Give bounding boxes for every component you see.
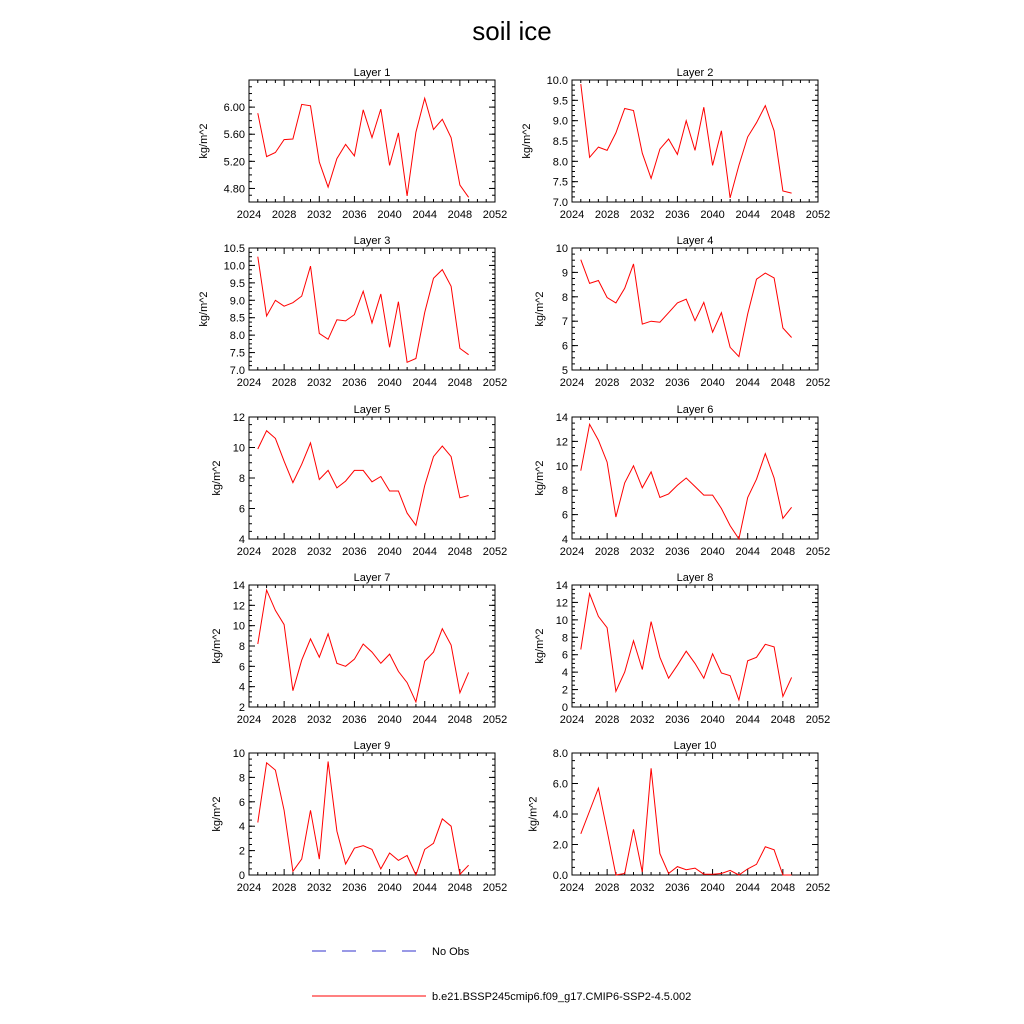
y-tick-label: 5.60 (223, 129, 245, 142)
x-tick-label: 2044 (412, 714, 437, 726)
x-tick-label: 2044 (735, 377, 760, 389)
x-tick-label: 2024 (559, 882, 585, 894)
panel-title: Layer 8 (676, 572, 714, 584)
x-tick-label: 2028 (271, 714, 297, 726)
y-tick-label: 4.80 (223, 183, 245, 196)
panel-layer-8 (534, 572, 830, 726)
x-tick-label: 2032 (307, 209, 332, 221)
y-axis-label: kg/m^2 (534, 628, 546, 664)
panel-title: Layer 2 (676, 67, 714, 79)
x-tick-label: 2024 (236, 377, 262, 389)
x-tick-label: 2044 (735, 882, 760, 894)
x-tick-label: 2036 (342, 546, 367, 558)
y-tick-label: 5 (561, 365, 568, 377)
x-tick-label: 2044 (412, 209, 437, 221)
x-tick-label: 2024 (559, 377, 585, 389)
x-tick-label: 2040 (700, 209, 725, 221)
y-tick-label: 9 (561, 267, 568, 280)
plot-frame (572, 417, 818, 539)
x-tick-label: 2024 (236, 209, 262, 221)
x-tick-label: 2044 (735, 209, 760, 221)
x-tick-label: 2028 (594, 377, 620, 389)
y-tick-label: 8 (561, 485, 568, 498)
x-tick-label: 2036 (342, 882, 367, 894)
y-tick-label: 2.0 (552, 839, 568, 852)
y-tick-label: 2 (238, 845, 245, 858)
y-tick-label: 4 (238, 821, 245, 834)
y-axis-label: kg/m^2 (211, 460, 223, 496)
x-tick-label: 2028 (594, 714, 620, 726)
x-tick-label: 2036 (665, 209, 690, 221)
y-tick-label: 7.0 (229, 365, 245, 377)
x-tick-label: 2032 (630, 882, 655, 894)
x-tick-label: 2052 (482, 209, 508, 221)
panel-title: Layer 1 (353, 67, 391, 79)
x-tick-label: 2024 (559, 209, 585, 221)
y-axis-label: kg/m^2 (198, 123, 210, 159)
x-tick-label: 2028 (271, 546, 297, 558)
y-axis-label: kg/m^2 (211, 796, 223, 832)
x-tick-label: 2032 (630, 546, 655, 558)
y-tick-label: 6 (561, 509, 568, 522)
series-line (258, 431, 469, 526)
plot-frame (572, 248, 818, 370)
panel-layer-5 (211, 404, 507, 558)
x-tick-label: 2032 (630, 209, 655, 221)
y-tick-label: 4 (238, 534, 245, 546)
series-line (581, 424, 792, 539)
x-tick-label: 2040 (377, 882, 402, 894)
y-tick-label: 10.0 (223, 260, 245, 273)
series-line (258, 98, 469, 197)
y-tick-label: 14 (555, 412, 568, 424)
y-tick-label: 9.0 (229, 295, 245, 308)
panel-layer-6 (534, 404, 830, 558)
x-tick-label: 2044 (412, 882, 437, 894)
x-tick-label: 2040 (377, 377, 402, 389)
y-tick-label: 10 (232, 442, 245, 455)
y-tick-label: 12 (555, 597, 568, 610)
plot-frame (249, 248, 495, 370)
panel-title: Layer 3 (353, 235, 391, 247)
y-tick-label: 14 (232, 580, 245, 592)
y-tick-label: 8 (238, 641, 245, 653)
y-tick-label: 10.0 (546, 75, 568, 87)
plot-frame (572, 80, 818, 202)
x-tick-label: 2032 (630, 714, 655, 726)
y-tick-label: 8.0 (552, 748, 568, 760)
y-tick-label: 0 (561, 702, 568, 714)
x-tick-label: 2048 (447, 377, 473, 389)
x-tick-label: 2040 (700, 882, 725, 894)
x-tick-label: 2032 (307, 546, 332, 558)
x-tick-label: 2048 (770, 209, 796, 221)
y-tick-label: 6 (561, 340, 568, 353)
x-tick-label: 2024 (236, 546, 262, 558)
y-tick-label: 8 (561, 632, 568, 645)
series-line (581, 594, 792, 700)
plot-frame (249, 585, 495, 707)
y-tick-label: 10 (555, 243, 568, 255)
x-tick-label: 2048 (770, 546, 796, 558)
y-tick-label: 8.0 (552, 156, 568, 169)
panel-layer-9 (211, 740, 507, 894)
y-tick-label: 12 (232, 412, 245, 424)
y-tick-label: 6 (561, 649, 568, 662)
y-tick-label: 8 (561, 291, 568, 304)
plot-frame (249, 753, 495, 875)
x-tick-label: 2052 (805, 714, 831, 726)
y-tick-label: 6 (238, 796, 245, 809)
y-axis-label: kg/m^2 (211, 628, 223, 664)
y-tick-label: 4 (561, 534, 568, 546)
y-tick-label: 0.0 (552, 870, 568, 882)
series-line (258, 590, 469, 702)
y-axis-label: kg/m^2 (521, 123, 533, 159)
y-tick-label: 4 (238, 681, 245, 694)
x-tick-label: 2052 (482, 546, 508, 558)
y-tick-label: 7.5 (229, 347, 245, 360)
y-tick-label: 7.0 (552, 197, 568, 209)
y-tick-label: 5.20 (223, 156, 245, 169)
y-tick-label: 7 (561, 316, 568, 329)
panel-title: Layer 6 (676, 404, 714, 416)
x-tick-label: 2032 (307, 882, 332, 894)
y-tick-label: 6 (238, 503, 245, 516)
y-axis-label: kg/m^2 (198, 291, 210, 327)
panel-layer-10 (528, 740, 831, 894)
x-tick-label: 2024 (559, 714, 585, 726)
x-tick-label: 2052 (805, 546, 831, 558)
y-tick-label: 7.5 (552, 176, 568, 189)
y-axis-label: kg/m^2 (527, 796, 540, 832)
x-tick-label: 2032 (307, 714, 332, 726)
x-tick-label: 2044 (412, 377, 437, 389)
x-tick-label: 2036 (665, 546, 690, 558)
x-tick-label: 2032 (630, 377, 655, 389)
x-tick-label: 2052 (805, 209, 831, 221)
x-tick-label: 2036 (342, 714, 367, 726)
x-tick-label: 2052 (805, 882, 831, 894)
x-tick-label: 2052 (482, 377, 508, 389)
x-tick-label: 2036 (342, 377, 367, 389)
series-line (258, 257, 469, 363)
y-tick-label: 2 (561, 684, 568, 697)
x-tick-label: 2040 (377, 209, 402, 221)
x-tick-label: 2028 (271, 377, 297, 389)
x-tick-label: 2048 (447, 209, 473, 221)
panel-title: Layer 4 (676, 235, 714, 247)
x-tick-label: 2048 (770, 714, 796, 726)
y-tick-label: 8.5 (552, 136, 568, 148)
x-tick-label: 2028 (271, 882, 297, 894)
series-line (581, 84, 792, 198)
plot-frame (572, 753, 818, 875)
y-tick-label: 0 (238, 870, 245, 882)
x-tick-label: 2024 (236, 714, 262, 726)
y-tick-label: 9.0 (552, 115, 568, 128)
y-tick-label: 8.5 (229, 312, 245, 325)
y-tick-label: 4 (561, 667, 568, 680)
page-title: soil ice (472, 16, 552, 46)
x-tick-label: 2048 (447, 882, 473, 894)
y-tick-label: 6 (238, 661, 245, 674)
y-tick-label: 8 (238, 473, 245, 485)
panel-title: Layer 9 (353, 740, 391, 752)
x-tick-label: 2048 (770, 882, 796, 894)
legend-label-no-obs: No Obs (432, 946, 470, 958)
y-tick-label: 10 (232, 620, 245, 633)
x-tick-label: 2024 (559, 546, 585, 558)
y-tick-label: 10.5 (223, 243, 245, 255)
x-tick-label: 2052 (482, 882, 508, 894)
x-tick-label: 2036 (665, 714, 690, 726)
x-tick-label: 2048 (447, 546, 473, 558)
x-tick-label: 2048 (770, 377, 796, 389)
x-tick-label: 2052 (482, 714, 508, 726)
series-line (581, 768, 792, 875)
y-tick-label: 4.0 (552, 809, 568, 821)
x-tick-label: 2036 (665, 882, 690, 894)
y-tick-label: 6.0 (552, 778, 568, 791)
x-tick-label: 2052 (805, 377, 831, 389)
series-line (258, 762, 469, 876)
y-tick-label: 8 (238, 772, 245, 785)
y-tick-label: 12 (232, 600, 245, 613)
y-axis-label: kg/m^2 (534, 460, 546, 496)
y-tick-label: 9.5 (229, 277, 245, 290)
x-tick-label: 2040 (377, 546, 402, 558)
x-tick-label: 2044 (735, 714, 760, 726)
plot-frame (249, 80, 495, 202)
panel-layer-3 (198, 235, 507, 389)
x-tick-label: 2028 (594, 546, 620, 558)
legend-label-model: b.e21.BSSP245cmip6.f09_g17.CMIP6-SSP2-4.5.002 (432, 991, 692, 1003)
y-tick-label: 10 (555, 460, 568, 473)
x-tick-label: 2036 (342, 209, 367, 221)
x-tick-label: 2040 (377, 714, 402, 726)
panel-layer-1 (198, 67, 507, 221)
y-axis-label: kg/m^2 (534, 291, 546, 327)
y-tick-label: 2 (238, 702, 245, 714)
x-tick-label: 2044 (735, 546, 760, 558)
y-tick-label: 14 (555, 580, 568, 592)
panel-layer-4 (534, 235, 830, 389)
x-tick-label: 2048 (447, 714, 473, 726)
x-tick-label: 2040 (700, 714, 725, 726)
x-tick-label: 2028 (271, 209, 297, 221)
y-tick-label: 9.5 (552, 95, 568, 108)
x-tick-label: 2036 (665, 377, 690, 389)
y-tick-label: 8.0 (229, 330, 245, 343)
x-tick-label: 2044 (412, 546, 437, 558)
panel-title: Layer 7 (353, 572, 391, 584)
y-tick-label: 10 (232, 748, 245, 760)
plot-frame (249, 417, 495, 539)
panel-title: Layer 10 (673, 740, 717, 752)
x-tick-label: 2040 (700, 546, 725, 558)
x-tick-label: 2028 (594, 209, 620, 221)
x-tick-label: 2040 (700, 377, 725, 389)
panel-title: Layer 5 (353, 404, 391, 416)
series-line (581, 260, 792, 357)
panel-layer-2 (521, 67, 830, 221)
y-tick-label: 12 (555, 436, 568, 449)
x-tick-label: 2032 (307, 377, 332, 389)
y-tick-label: 6.00 (223, 102, 245, 115)
x-tick-label: 2024 (236, 882, 262, 894)
panel-layer-7 (211, 572, 507, 726)
y-tick-label: 10 (555, 614, 568, 627)
x-tick-label: 2028 (594, 882, 620, 894)
